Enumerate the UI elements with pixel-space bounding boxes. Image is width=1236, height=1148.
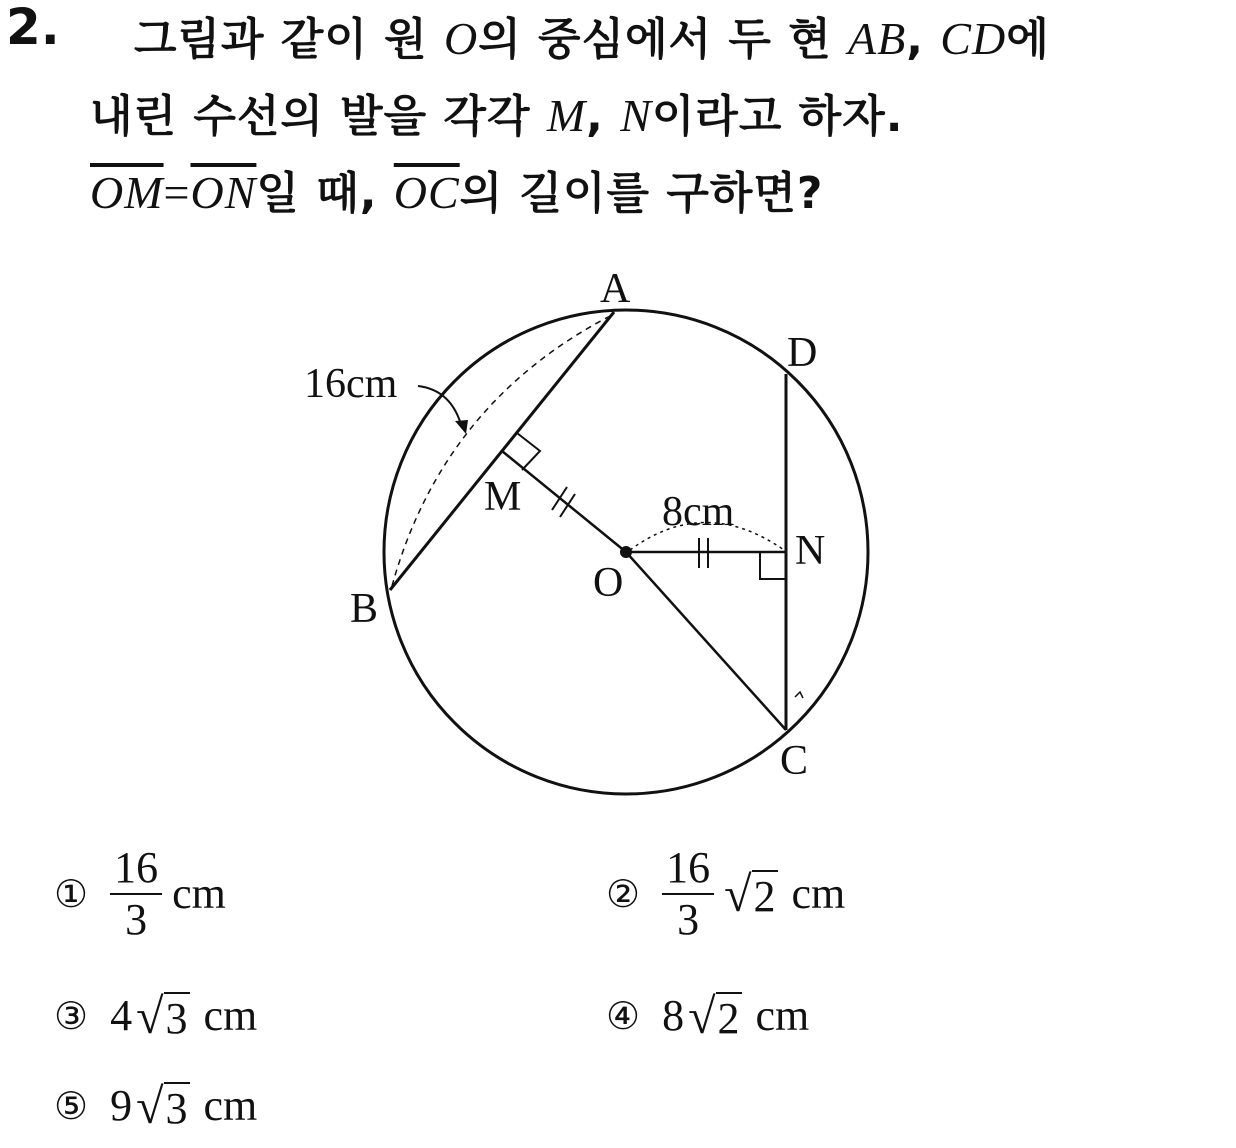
fraction — [662, 843, 714, 944]
label-N: N — [795, 528, 826, 574]
question-text: 일 때, — [256, 168, 394, 219]
angle-mark-C — [795, 692, 803, 698]
option-1[interactable] — [54, 843, 226, 944]
coefficient: 4 — [110, 990, 133, 1040]
square-root — [688, 987, 741, 1044]
unit: cm — [203, 990, 258, 1040]
unit: cm — [172, 869, 226, 918]
math-CD: CD — [940, 13, 1007, 64]
tick-mark-OM — [552, 487, 567, 510]
coefficient: 8 — [662, 990, 685, 1040]
label-C: C — [780, 738, 809, 784]
radical-sign-icon: √ — [136, 1077, 164, 1134]
radicand: 2 — [717, 993, 740, 1043]
option-marker: ③ — [54, 993, 89, 1038]
fraction — [110, 843, 162, 944]
denominator: 3 — [125, 895, 148, 944]
math-N: N — [620, 90, 652, 141]
unit: cm — [755, 990, 810, 1040]
math-M: M — [546, 90, 587, 141]
tick-mark-OM — [560, 494, 575, 517]
numerator: 16 — [662, 846, 714, 895]
square-root — [136, 987, 189, 1044]
unit: cm — [203, 1080, 258, 1130]
unit: cm — [791, 869, 846, 918]
radical-sign-icon: √ — [688, 987, 716, 1044]
label-M: M — [484, 474, 522, 520]
comma: , — [906, 14, 941, 65]
radicand: 3 — [165, 1083, 188, 1133]
denominator: 3 — [677, 895, 700, 944]
label-D: D — [787, 330, 818, 376]
arrow-head — [455, 420, 468, 434]
label-A: A — [600, 266, 631, 312]
option-3[interactable] — [54, 987, 258, 1044]
option-marker: ② — [606, 872, 641, 916]
option-marker: ④ — [606, 993, 641, 1038]
option-5[interactable] — [54, 1077, 258, 1134]
option-4[interactable] — [606, 987, 810, 1044]
label-O: O — [593, 560, 624, 606]
square-root — [136, 1077, 189, 1134]
coefficient: 9 — [110, 1080, 133, 1130]
math-ON: $\overline{ON}$ — [190, 167, 257, 218]
option-marker: ⑤ — [54, 1083, 89, 1128]
equals-sign: = — [163, 167, 191, 218]
radical-sign-icon: √ — [724, 866, 752, 922]
right-angle-mark-N — [760, 552, 786, 579]
math-AB: AB — [848, 13, 907, 64]
option-marker: ① — [54, 872, 89, 916]
question-text: 의 중심에서 두 현 — [478, 14, 849, 65]
segment-length-label: 8cm — [662, 489, 735, 535]
radicand: 3 — [165, 993, 188, 1043]
math-OM: $\overline{OM}$ — [90, 167, 164, 218]
center-point-O — [620, 546, 632, 558]
label-B: B — [350, 586, 379, 632]
question-text: 그림과 같이 원 — [134, 14, 444, 65]
radical-sign-icon: √ — [136, 987, 164, 1044]
question-text: 에 — [1006, 14, 1050, 65]
question-number: 2. — [6, 0, 60, 56]
arc-label-arrow — [418, 386, 462, 428]
question-text: 의 길이를 구하면? — [459, 168, 824, 219]
question-text: 이라고 하자. — [651, 91, 904, 142]
square-root — [724, 866, 777, 922]
question-text: 내린 수선의 발을 각각 — [90, 91, 547, 142]
math-O: O — [443, 13, 479, 64]
radicand: 2 — [753, 872, 776, 921]
numerator: 16 — [110, 846, 162, 895]
arc-length-label: 16cm — [304, 361, 398, 407]
option-2[interactable] — [606, 843, 846, 944]
comma: , — [586, 91, 621, 142]
math-OC: $\overline{OC}$ — [393, 167, 460, 218]
